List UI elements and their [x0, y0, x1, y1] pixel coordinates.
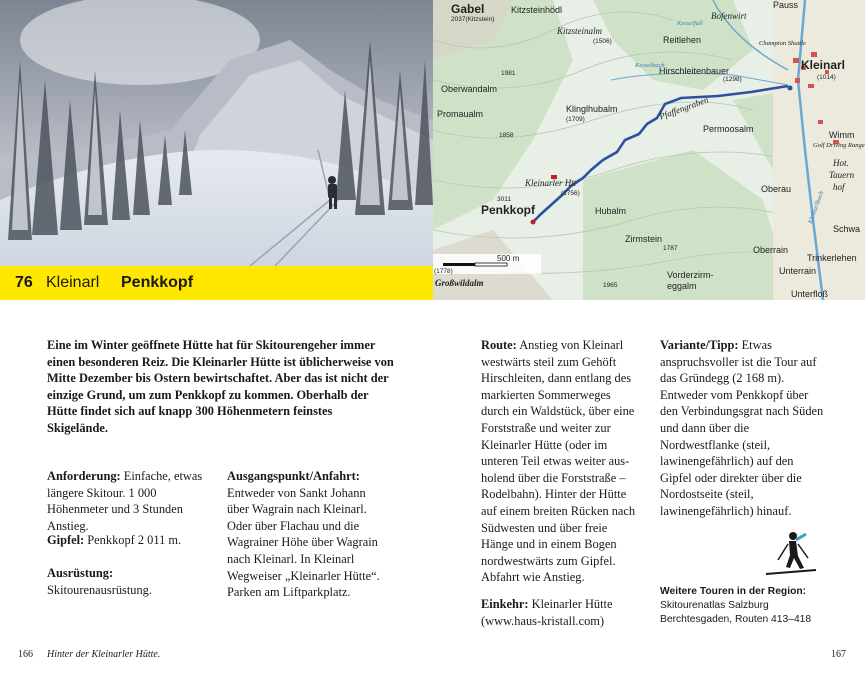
- map-label-pfaffengraben: Pfaffengraben: [657, 94, 710, 122]
- variante-block: [660, 337, 828, 520]
- ausruestung-text: Skitourenausrüstung.: [47, 582, 152, 597]
- route-map: [433, 0, 865, 300]
- ausgangspunkt-block: [227, 468, 389, 601]
- map-label-hirschleitenbauer: Hirschleitenbauer: [659, 66, 730, 76]
- map-label-kesselfall: Kesselfall: [677, 20, 703, 27]
- map-scale-label: 500 m: [497, 254, 520, 263]
- map-label-unterrain: Unterrain: [779, 266, 817, 276]
- map-label-kleinarl: Kleinarl: [801, 58, 846, 72]
- map-label-zirmstein: Zirmstein: [625, 234, 663, 244]
- map-label-1787: 1787: [663, 245, 678, 252]
- gipfel-label: Gipfel:: [47, 533, 85, 547]
- skier-icon: [760, 528, 820, 580]
- einkehr-label: Einkehr:: [481, 597, 529, 611]
- map-label-hirschleitenbauer-elev: (1298): [723, 76, 742, 83]
- map-label-gabel: Gabel: [451, 2, 485, 16]
- variante-label: Variante/Tipp:: [660, 338, 739, 352]
- ausgangspunkt-text: Entweder von Sankt Johann über Wagrain nach Kleinarl. Oder über Flachau und die Wagrainer Höhe über Wagrain nach Kleinarl. In Kleinarl Wegweiser „Kleinarler Hütte“. Parken am Liftparkplatz.: [227, 485, 380, 600]
- map-label-wimm: Wimm: [829, 130, 855, 140]
- map-label-unterfloss: Unterfloß: [791, 289, 829, 299]
- gipfel-text: Penkkopf 2 011 m.: [87, 533, 182, 547]
- anforderung-block: [47, 468, 207, 534]
- tour-region: Kleinarl: [46, 274, 100, 291]
- page-number-left: 166: [18, 649, 33, 660]
- map-label-gabel-elev: 2037(Kitzstein): [451, 16, 495, 23]
- map-label-oberrain: Oberrain: [753, 245, 789, 255]
- map-label-vorderzirm: Vorderzirm-: [667, 270, 714, 280]
- map-label-bofenwirt: Bofenwirt: [711, 11, 747, 21]
- map-label-kleinarlbach: Kleinarlbach: [806, 190, 826, 225]
- einkehr-text: Kleinarler Hütte (www.haus-kristall.com): [481, 597, 613, 628]
- winter-photo: [0, 0, 433, 266]
- map-label-oberau: Oberau: [761, 184, 792, 194]
- tour-peak: Penkkopf: [121, 274, 194, 291]
- map-label-schwa: Schwa: [833, 224, 861, 234]
- anforderung-label: Anforderung:: [47, 469, 121, 483]
- ausruestung-block: [47, 565, 207, 598]
- map-label-1981: 1981: [501, 70, 516, 77]
- weitere-touren-block: [660, 585, 850, 626]
- map-label-kitzsteinhoedl: Kitzsteinhödl: [511, 5, 563, 15]
- map-label-trinkerlehen: Trinkerlehen: [807, 253, 857, 263]
- map-label-klinglhubalm: Klinglhubalm: [566, 104, 618, 114]
- weitere-line1: Skitourenatlas Salzburg: [660, 599, 769, 611]
- map-label-hot: Hot.: [833, 158, 849, 168]
- weitere-title: Weitere Touren in der Region:: [660, 586, 807, 597]
- route-text: Anstieg von Kleinarl westwärts steil zum Gehöft Hirschleiten, dann entlang des markierten Sommerweges durch ein Waldstück, über eine Forststraße und weiter zur Kleinarler Hütte (oder im unteren Teil etwas weiter aus-holend über die Forststraße – Rodelbahn). Hinter der Hütte auf einem breiten Rücken nach Südwesten und über freie Hänge und in einem Bogen nordwestwärts zum Gipfel. Abfahrt wie Anstieg.: [481, 338, 636, 585]
- gipfel-block: [47, 532, 207, 549]
- tour-number: 76: [15, 274, 33, 291]
- map-label-1965: 1965: [603, 282, 618, 289]
- weitere-line2: Berchtesgaden, Routen 413–418: [660, 613, 812, 625]
- map-label-tauern: Tauern: [829, 170, 855, 180]
- photo-caption: Hinter der Kleinarler Hütte.: [47, 649, 161, 660]
- map-label-penkkopf: Penkkopf: [481, 203, 536, 217]
- photo-snowy-forest-illustration: [0, 0, 433, 266]
- map-label-champion: Champion Shuttle: [759, 40, 806, 47]
- route-block: [481, 337, 641, 586]
- anforderung-text: Einfache, etwas längere Skitour. 1 000 Höhenmeter und 3 Stunden Anstieg.: [47, 469, 203, 533]
- map-label-kleinarler-hutte-elev: (1756): [561, 190, 580, 197]
- map-label-kitzsteinalm-elev: (1506): [593, 38, 612, 45]
- map-label-1858: 1858: [499, 132, 514, 139]
- map-label-promaualm: Promaualm: [437, 109, 484, 119]
- map-label-hubalm: Hubalm: [595, 206, 627, 216]
- map-label-eggalm: eggalm: [667, 281, 697, 291]
- map-label-permoosalm: Permoosalm: [703, 124, 754, 134]
- ausgangspunkt-label: Ausgangspunkt/Anfahrt:: [227, 469, 360, 483]
- map-label-kitzsteinalm: Kitzsteinalm: [557, 26, 603, 36]
- map-label-klinglhubalm-elev: (1709): [566, 116, 585, 123]
- variante-text: Etwas anspruchsvoller ist die Tour auf das Gründegg (2 168 m). Entweder vom Penkkopf über den Verbindungsgrat nach Süden und dann über die Nordwestflanke (steil, lawinengefährlich) auf den Gipfel oder direkter über die Nordostseite (steil, lawinengefährlich) hinauf.: [660, 338, 824, 518]
- map-label-oberwandalm: Oberwandalm: [441, 84, 498, 94]
- page-number-right: 167: [831, 649, 846, 660]
- map-label-hof: hof: [833, 182, 845, 192]
- map-label-reitlehen: Reitlehen: [663, 35, 702, 45]
- map-label-golf: Golf Driving Range: [813, 142, 865, 149]
- map-label-grosswildalm: Großwildalm: [435, 278, 484, 288]
- map-label-3011: 3011: [497, 196, 511, 203]
- map-label-kleinarl-elev: (1014): [817, 74, 836, 81]
- map-label-kesselbach: Kesselbach: [635, 62, 665, 69]
- route-label: Route:: [481, 338, 517, 352]
- intro-paragraph: Eine im Winter geöffnete Hütte hat für Skitourengeher immer einen besonderen Reiz. Die Kleinarler Hütte ist üblicherweise von Mitte Dezember bis Ostern bewirtschaftet. Aber das ist nicht der einzige Grund, um zum Penkkopf zu kommen. Oberhalb der Hütte findet sich auf knapp 300 Höhenmetern feinstes Skigelände.: [47, 338, 394, 435]
- map-label-1778: (1778): [434, 268, 453, 275]
- map-label-pauss: Pauss: [773, 0, 799, 10]
- einkehr-block: [481, 596, 641, 629]
- map-label-kleinarler-hutte: Kleinarler Htt: [525, 178, 577, 188]
- ausruestung-label: Ausrüstung:: [47, 566, 114, 580]
- title-band: [0, 266, 433, 300]
